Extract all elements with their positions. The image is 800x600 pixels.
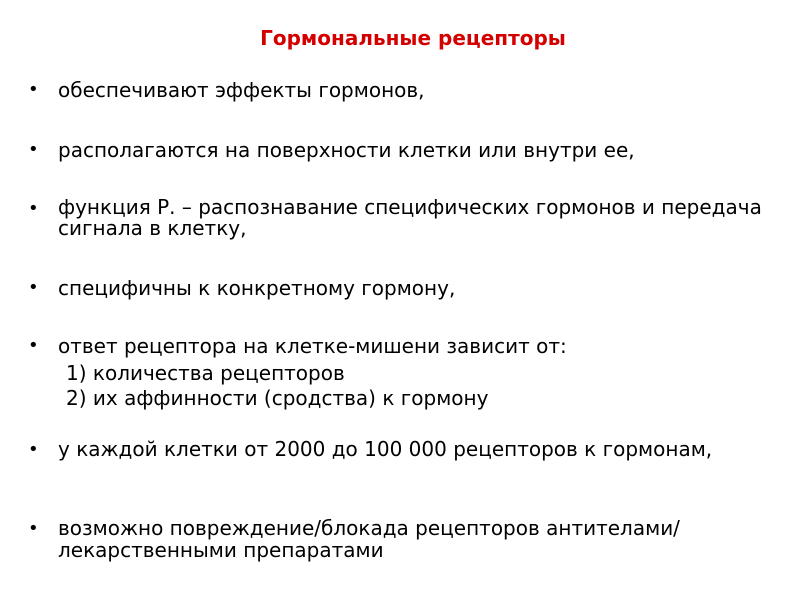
bullet-marker: •	[28, 198, 39, 219]
sub-item: 2) их аффинности (сродства) к гормону	[66, 386, 489, 410]
bullet-item	[28, 138, 780, 162]
bullet-text: располагаются на поверхности клетки или внутри ее,	[58, 138, 635, 162]
bullet-marker: •	[28, 439, 39, 460]
bullet-text: ответ рецептора на клетке-мишени зависит от:	[58, 334, 567, 358]
bullet-item	[28, 197, 780, 239]
bullet-text: обеспечивают эффекты гормонов,	[58, 78, 425, 102]
bullet-text: специфичны к конкретному гормону,	[58, 276, 456, 300]
bullet-item	[28, 517, 780, 561]
slide-title: Гормональные рецепторы	[260, 26, 566, 50]
bullet-item	[28, 438, 780, 462]
bullet-text: функция Р. – распознавание специфических гормонов и передача сигнала в клетку,	[58, 195, 762, 240]
bullet-marker: •	[28, 139, 39, 160]
bullet-marker: •	[28, 335, 39, 356]
bullet-text: возможно повреждение/блокада рецепторов антителами/лекарственными препаратами	[58, 516, 680, 562]
bullet-text: у каждой клетки от 2000 до 100 000 рецепторов к гормонам,	[58, 437, 713, 461]
bullet-marker: •	[28, 79, 39, 100]
bullet-marker: •	[28, 277, 39, 298]
bullet-marker: •	[28, 518, 39, 539]
sub-item: 1) количества рецепторов	[66, 361, 345, 385]
bullet-item	[28, 334, 780, 358]
bullet-item	[28, 78, 780, 102]
bullet-item	[28, 276, 780, 300]
